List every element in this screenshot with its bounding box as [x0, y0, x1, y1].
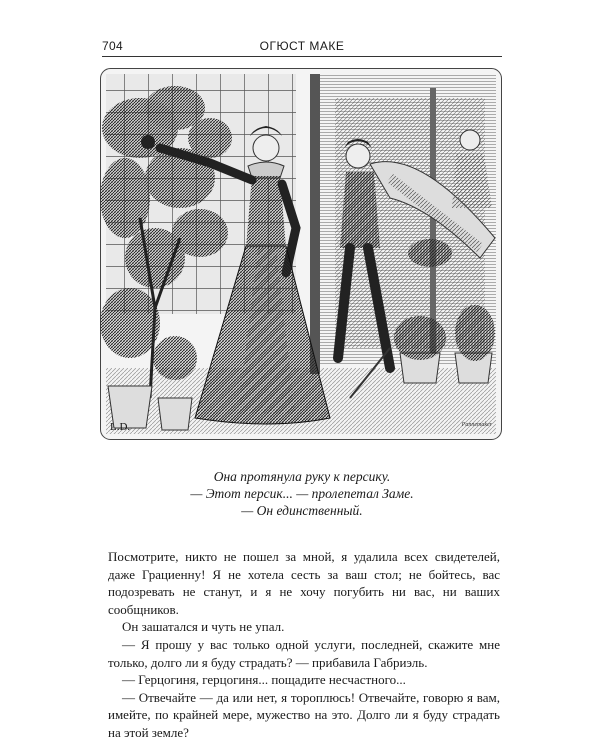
caption-line: Она протянула руку к персику.: [213, 469, 391, 484]
paragraph: Он зашатался и чуть не упал.: [122, 619, 285, 635]
peach: [141, 135, 155, 149]
paragraph: Посмотрите, никто не пошел за мной, я удалила всех свидетелей, даже Грациенну! Я не хотела сесть за ваш стол; не бойтесь, вас подозревать не станут, и я не хочу погубить ни вас, ни ваших сообщников.: [108, 549, 500, 617]
engraving-illustration: [100, 68, 502, 440]
engraver-signature: Pannemaker: [461, 422, 492, 428]
monogram: L.D.: [110, 421, 131, 433]
paragraph: — Я прошу у вас только одной услуги, последней, скажите мне только, долго ли я буду страдать? — прибавила Габриэль.: [108, 636, 500, 670]
running-title: ОГЮСТ МАКЕ: [259, 39, 345, 53]
paragraph: — Герцогиня, герцогиня... пощадите несчастного...: [122, 672, 406, 688]
caption-line: — Он единственный.: [241, 503, 363, 518]
caption-line: — Этот персик... — пролепетал Заме.: [190, 486, 414, 501]
body-text: [108, 548, 500, 742]
illustration-caption: [102, 468, 502, 519]
page-number: 704: [102, 39, 123, 53]
header-rule: [102, 56, 502, 57]
paragraph: — Отвечайте — да или нет, я тороплюсь! Отвечайте, говорю я вам, имейте, по крайней мере, мужество на это. Долго ли я буду страдать на этой земле?: [108, 689, 500, 740]
